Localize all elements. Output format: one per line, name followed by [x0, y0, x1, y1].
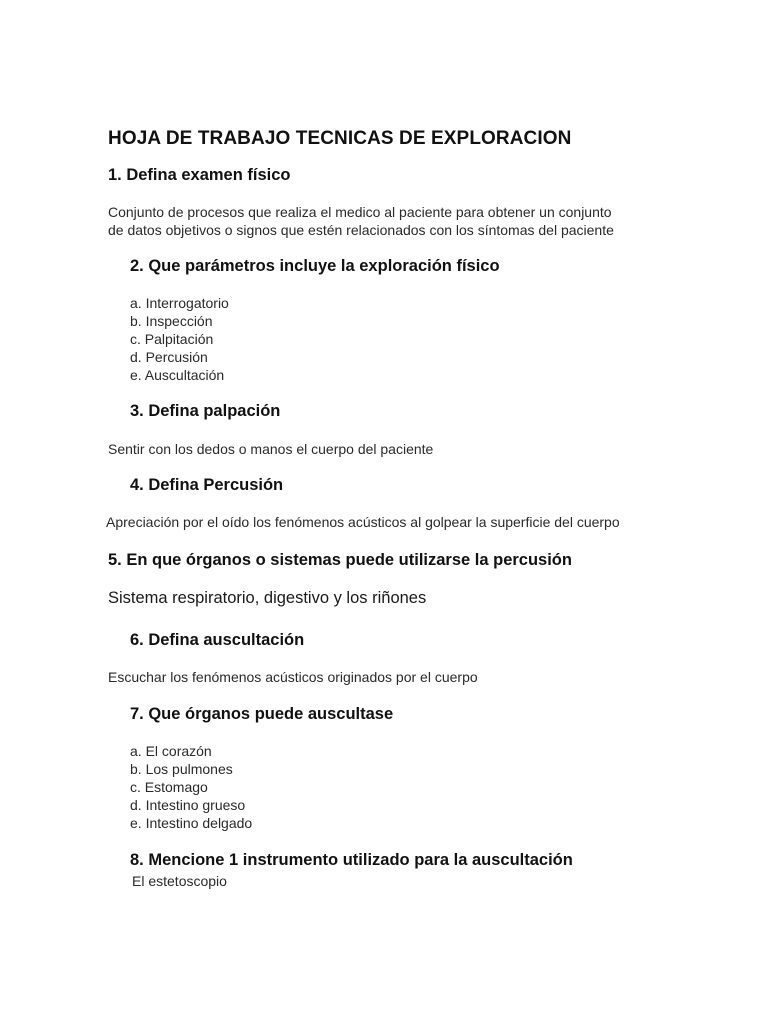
question-4: 4. Defina Percusión [130, 476, 284, 494]
answer-8: El estetoscopio [132, 873, 227, 889]
page-title: HOJA DE TRABAJO TECNICAS DE EXPLORACION [108, 128, 572, 149]
question-3: 3. Defina palpación [130, 402, 281, 420]
answer-5: Sistema respiratorio, digestivo y los riñones [108, 589, 427, 607]
question-6: 6. Defina auscultación [130, 631, 305, 649]
answer-7-list [130, 742, 252, 832]
list-item: e. Intestino delgado [130, 815, 253, 831]
answer-4: Apreciación por el oído los fenómenos acústicos al golpear la superficie del cuerpo [106, 514, 620, 530]
list-item: c. Palpitación [130, 331, 214, 347]
list-item: b. Los pulmones [130, 761, 233, 777]
question-7: 7. Que órganos puede auscultase [130, 705, 394, 723]
answer-6: Escuchar los fenómenos acústicos originados por el cuerpo [108, 669, 478, 685]
list-item: a. Interrogatorio [130, 295, 229, 311]
answer-1 [108, 204, 614, 239]
question-8: 8. Mencione 1 instrumento utilizado para la auscultación [130, 851, 573, 869]
answer-1-line-2: de datos objetivos o signos que estén relacionados con los síntomas del paciente [108, 221, 614, 238]
list-item: d. Intestino grueso [130, 797, 246, 813]
list-item: b. Inspección [130, 313, 213, 329]
list-item: a. El corazón [130, 743, 212, 759]
question-5: 5. En que órganos o sistemas puede utilizarse la percusión [108, 551, 572, 569]
list-item: c. Estomago [130, 779, 208, 795]
answer-1-line-1: Conjunto de procesos que realiza el medico al paciente para obtener un conjunto [108, 204, 612, 220]
question-2: 2. Que parámetros incluye la exploración físico [130, 257, 500, 275]
list-item: d. Percusión [130, 349, 208, 365]
question-1: 1. Defina examen físico [108, 166, 291, 184]
list-item: e. Auscultación [130, 367, 225, 383]
answer-2-list [130, 294, 229, 384]
answer-3: Sentir con los dedos o manos el cuerpo del paciente [108, 441, 434, 457]
